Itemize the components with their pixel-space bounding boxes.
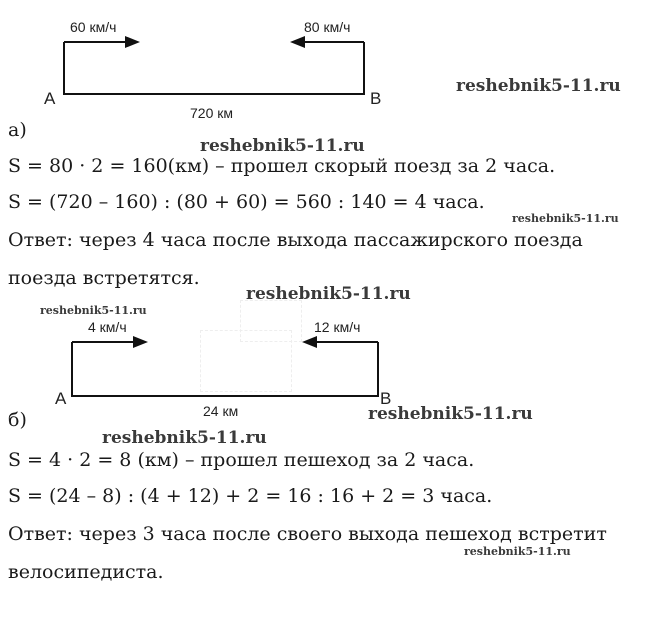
diagram-a-speed-right: 80 км/ч bbox=[304, 19, 351, 35]
part-a-line2: S = (720 – 160) : (80 + 60) = 560 : 140 = 4 часа. bbox=[8, 191, 485, 213]
diagram-b-left-arrow-head bbox=[133, 336, 148, 348]
part-b-line2: S = (24 – 8) : (4 + 12) + 2 = 16 : 16 + 2 = 3 часа. bbox=[8, 485, 493, 507]
diagram-b-point-a: A bbox=[55, 389, 67, 408]
diagram-a-right-arrow-head bbox=[290, 36, 305, 48]
part-b-answer1: Ответ: через 3 часа после своего выхода пешеход встретит bbox=[8, 523, 607, 545]
diagram-b bbox=[0, 300, 671, 430]
watermark: reshebnik5-11.ru bbox=[200, 136, 365, 156]
diagram-b-point-b: B bbox=[380, 389, 392, 408]
diagram-b-right-arrow-head bbox=[302, 336, 317, 348]
part-b-line1: S = 4 · 2 = 8 (км) – прошел пешеход за 2 часа. bbox=[8, 449, 475, 471]
watermark: reshebnik5-11.ru bbox=[456, 76, 621, 96]
part-a-label: а) bbox=[8, 119, 27, 141]
diagram-a-point-b: B bbox=[370, 89, 382, 108]
watermark: reshebnik5-11.ru bbox=[464, 545, 571, 558]
part-b-label: б) bbox=[8, 409, 27, 431]
diagram-b-speed-right: 12 км/ч bbox=[314, 319, 361, 335]
part-b-answer2: велосипедиста. bbox=[8, 561, 164, 583]
watermark: reshebnik5-11.ru bbox=[368, 404, 533, 424]
diagram-a-point-a: A bbox=[44, 89, 56, 108]
watermark: reshebnik5-11.ru bbox=[512, 212, 619, 225]
diagram-a-left-arrow-head bbox=[125, 36, 140, 48]
diagram-a bbox=[0, 0, 671, 130]
watermark: reshebnik5-11.ru bbox=[102, 428, 267, 448]
watermark: reshebnik5-11.ru bbox=[40, 304, 147, 317]
part-a-line1: S = 80 · 2 = 160(км) – прошел скорый поезд за 2 часа. bbox=[8, 155, 556, 177]
diagram-b-route bbox=[72, 342, 378, 396]
watermark: reshebnik5-11.ru bbox=[246, 284, 411, 304]
diagram-a-distance: 720 км bbox=[190, 105, 233, 121]
part-a-answer1: Ответ: через 4 часа после выхода пассажирского поезда bbox=[8, 229, 583, 251]
part-a-answer2: поезда встретятся. bbox=[8, 267, 200, 289]
diagram-b-path bbox=[72, 342, 378, 396]
diagram-b-speed-left: 4 км/ч bbox=[88, 319, 127, 335]
diagram-a-route bbox=[64, 42, 364, 94]
diagram-a-speed-left: 60 км/ч bbox=[70, 19, 117, 35]
diagram-b-distance: 24 км bbox=[203, 403, 239, 419]
diagram-a-path bbox=[64, 42, 364, 94]
